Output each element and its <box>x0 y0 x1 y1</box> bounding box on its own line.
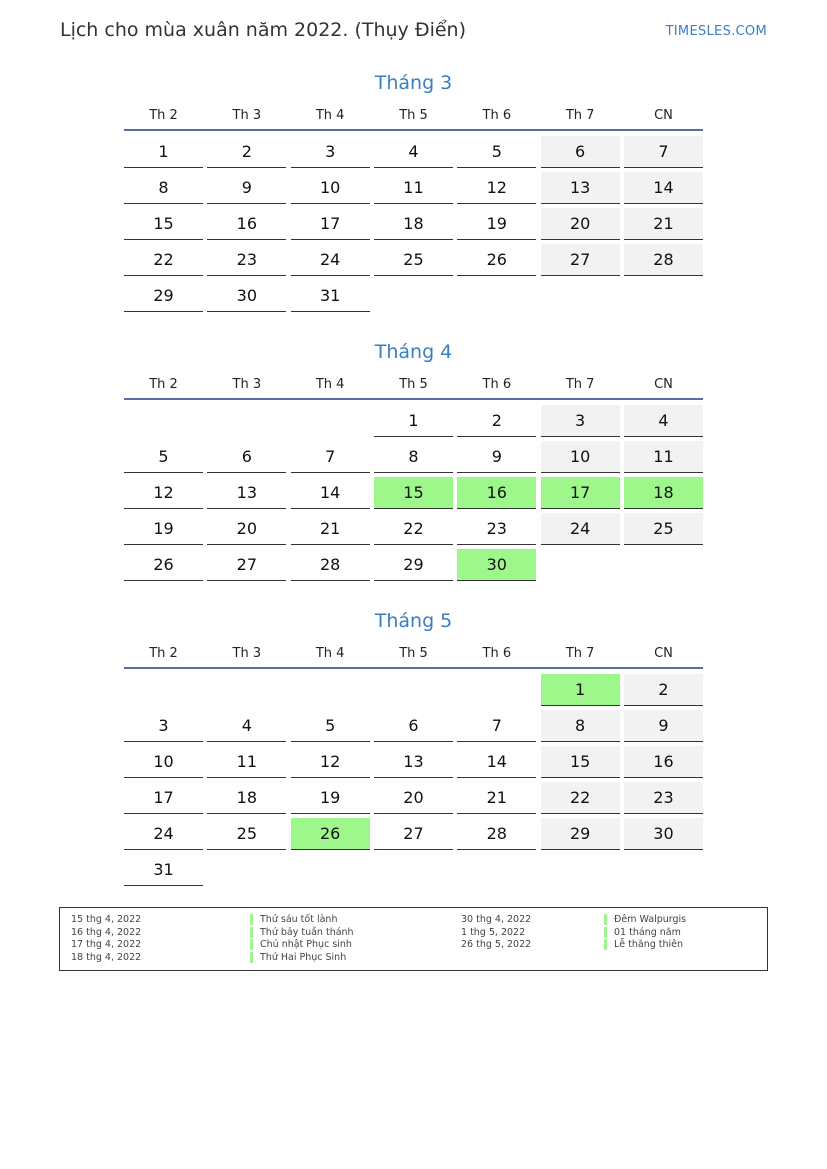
month-title: Tháng 4 <box>374 341 453 363</box>
weekday-label: Th 2 <box>149 646 178 661</box>
day-cell[interactable]: 9 <box>207 172 286 204</box>
legend-date: 15 thg 4, 2022 <box>71 914 142 925</box>
day-cell[interactable]: 28 <box>291 549 370 581</box>
day-cell[interactable]: 27 <box>374 818 453 850</box>
day-cell-empty <box>291 405 370 436</box>
day-cell[interactable]: 5 <box>457 136 536 168</box>
day-grid <box>124 674 703 886</box>
legend-holiday-name: 01 tháng năm <box>604 927 681 938</box>
day-cell[interactable]: 30 <box>457 549 536 581</box>
day-cell[interactable]: 14 <box>291 477 370 509</box>
day-cell[interactable]: 17 <box>541 477 620 509</box>
day-cell[interactable]: 20 <box>207 513 286 545</box>
weekday-label: Th 4 <box>315 377 345 392</box>
weekday-label: Th 7 <box>565 377 595 392</box>
weekday-label: Th 6 <box>482 108 512 123</box>
day-cell[interactable]: 13 <box>374 746 453 778</box>
month-title: Tháng 5 <box>374 610 453 632</box>
legend-date: 16 thg 4, 2022 <box>71 927 142 938</box>
day-cell[interactable]: 12 <box>291 746 370 778</box>
day-cell[interactable]: 27 <box>207 549 286 581</box>
calendar-month-march <box>124 69 703 312</box>
day-cell[interactable]: 5 <box>124 441 203 473</box>
day-cell[interactable]: 23 <box>207 244 286 276</box>
weekday-label: Th 7 <box>565 646 595 661</box>
day-cell[interactable]: 22 <box>374 513 453 545</box>
day-cell[interactable]: 5 <box>291 710 370 742</box>
day-cell[interactable]: 12 <box>457 172 536 204</box>
day-cell[interactable]: 7 <box>457 710 536 742</box>
legend-date: 18 thg 4, 2022 <box>71 952 142 963</box>
day-cell[interactable]: 31 <box>124 854 203 886</box>
legend-date: 17 thg 4, 2022 <box>71 939 142 950</box>
day-cell[interactable]: 26 <box>124 549 203 581</box>
day-cell[interactable]: 29 <box>374 549 453 581</box>
weekday-label: CN <box>654 377 673 392</box>
day-cell[interactable]: 21 <box>291 513 370 545</box>
day-cell[interactable]: 20 <box>541 208 620 240</box>
calendar-month-may <box>124 607 703 886</box>
weekday-label: Th 3 <box>232 108 262 123</box>
day-cell[interactable]: 13 <box>207 477 286 509</box>
legend-row <box>60 913 767 926</box>
weekday-label: Th 6 <box>482 377 512 392</box>
legend-holiday-name: Thứ Hai Phục Sinh <box>250 952 346 963</box>
day-cell[interactable]: 9 <box>624 710 703 742</box>
calendar-month-april <box>124 338 703 581</box>
site-brand-link[interactable]: TIMESLES.COM <box>665 24 767 39</box>
day-cell[interactable]: 16 <box>457 477 536 509</box>
day-cell[interactable]: 22 <box>124 244 203 276</box>
legend-date: 26 thg 5, 2022 <box>461 939 532 950</box>
day-cell[interactable]: 11 <box>374 172 453 204</box>
day-cell[interactable]: 30 <box>207 280 286 312</box>
day-cell[interactable]: 17 <box>291 208 370 240</box>
day-cell[interactable]: 10 <box>124 746 203 778</box>
day-cell-empty <box>291 674 370 705</box>
day-cell-empty <box>207 674 286 705</box>
weekday-label: Th 5 <box>399 108 428 123</box>
holiday-legend <box>59 907 768 971</box>
day-cell[interactable]: 11 <box>624 441 703 473</box>
day-cell[interactable]: 22 <box>541 782 620 814</box>
legend-holiday-name: Lễ thăng thiên <box>604 939 683 950</box>
day-cell[interactable]: 3 <box>541 405 620 437</box>
weekday-label: Th 3 <box>232 377 262 392</box>
day-cell[interactable]: 23 <box>624 782 703 814</box>
day-cell[interactable]: 30 <box>624 818 703 850</box>
day-cell[interactable]: 10 <box>541 441 620 473</box>
day-cell[interactable]: 12 <box>124 477 203 509</box>
weekday-label: Th 2 <box>149 377 178 392</box>
day-cell[interactable]: 8 <box>541 710 620 742</box>
day-cell[interactable]: 28 <box>457 818 536 850</box>
day-cell[interactable]: 31 <box>291 280 370 312</box>
month-title: Tháng 3 <box>374 72 453 94</box>
day-grid <box>124 405 703 581</box>
day-cell[interactable]: 29 <box>124 280 203 312</box>
day-cell[interactable]: 6 <box>374 710 453 742</box>
day-cell[interactable]: 15 <box>124 208 203 240</box>
legend-holiday-name: Thứ sáu tốt lành <box>250 914 337 925</box>
day-cell[interactable]: 28 <box>624 244 703 276</box>
day-cell[interactable]: 24 <box>541 513 620 545</box>
day-cell[interactable]: 8 <box>374 441 453 473</box>
day-cell[interactable]: 19 <box>124 513 203 545</box>
day-cell-empty <box>374 674 453 705</box>
day-cell[interactable]: 15 <box>541 746 620 778</box>
day-cell[interactable]: 24 <box>124 818 203 850</box>
legend-date: 1 thg 5, 2022 <box>461 927 526 938</box>
day-cell[interactable]: 16 <box>624 746 703 778</box>
day-cell[interactable]: 16 <box>207 208 286 240</box>
day-cell[interactable]: 2 <box>457 405 536 437</box>
weekday-label: Th 6 <box>482 646 512 661</box>
weekday-label: Th 3 <box>232 646 262 661</box>
day-cell[interactable]: 25 <box>624 513 703 545</box>
legend-holiday-name: Chủ nhật Phục sinh <box>250 939 352 950</box>
weekday-label: Th 4 <box>315 108 345 123</box>
day-cell[interactable]: 20 <box>374 782 453 814</box>
day-cell[interactable]: 1 <box>541 674 620 706</box>
day-cell[interactable]: 10 <box>291 172 370 204</box>
day-cell[interactable]: 2 <box>207 136 286 168</box>
legend-holiday-name: Đêm Walpurgis <box>604 914 686 925</box>
weekday-label: Th 4 <box>315 646 345 661</box>
legend-date: 30 thg 4, 2022 <box>461 914 532 925</box>
day-cell-empty <box>207 405 286 436</box>
weekday-label: Th 7 <box>565 108 595 123</box>
day-cell[interactable]: 23 <box>457 513 536 545</box>
weekday-label: CN <box>654 108 673 123</box>
weekday-label: Th 2 <box>149 108 178 123</box>
day-cell[interactable]: 3 <box>124 710 203 742</box>
legend-row <box>60 951 767 964</box>
day-cell[interactable]: 25 <box>374 244 453 276</box>
day-cell[interactable]: 13 <box>541 172 620 204</box>
day-cell[interactable]: 24 <box>291 244 370 276</box>
day-cell[interactable]: 26 <box>457 244 536 276</box>
day-cell[interactable]: 18 <box>624 477 703 509</box>
day-cell[interactable]: 8 <box>124 172 203 204</box>
day-cell[interactable]: 21 <box>457 782 536 814</box>
day-cell[interactable]: 4 <box>624 405 703 437</box>
day-grid <box>124 136 703 312</box>
day-cell[interactable]: 3 <box>291 136 370 168</box>
day-cell[interactable]: 4 <box>207 710 286 742</box>
legend-holiday-name: Thứ bảy tuần thánh <box>250 927 354 938</box>
day-cell[interactable]: 14 <box>624 172 703 204</box>
day-cell[interactable]: 1 <box>124 136 203 168</box>
day-cell-empty <box>124 674 203 705</box>
day-cell[interactable]: 18 <box>207 782 286 814</box>
weekday-header <box>124 645 703 669</box>
day-cell[interactable]: 14 <box>457 746 536 778</box>
day-cell[interactable]: 7 <box>624 136 703 168</box>
page-title: Lịch cho mùa xuân năm 2022. (Thụy Điển) <box>60 19 466 41</box>
weekday-label: Th 5 <box>399 377 428 392</box>
day-cell[interactable]: 2 <box>624 674 703 706</box>
day-cell[interactable]: 27 <box>541 244 620 276</box>
legend-row <box>60 938 767 951</box>
day-cell[interactable]: 25 <box>207 818 286 850</box>
weekday-header <box>124 376 703 400</box>
day-cell-empty <box>457 674 536 705</box>
day-cell[interactable]: 1 <box>374 405 453 437</box>
day-cell[interactable]: 11 <box>207 746 286 778</box>
weekday-label: Th 5 <box>399 646 428 661</box>
day-cell-empty <box>124 405 203 436</box>
day-cell[interactable]: 15 <box>374 477 453 509</box>
day-cell[interactable]: 17 <box>124 782 203 814</box>
day-cell[interactable]: 21 <box>624 208 703 240</box>
day-cell[interactable]: 7 <box>291 441 370 473</box>
weekday-label: CN <box>654 646 673 661</box>
day-cell[interactable]: 4 <box>374 136 453 168</box>
day-cell[interactable]: 26 <box>291 818 370 850</box>
day-cell[interactable]: 19 <box>291 782 370 814</box>
day-cell[interactable]: 6 <box>207 441 286 473</box>
day-cell[interactable]: 29 <box>541 818 620 850</box>
day-cell[interactable]: 18 <box>374 208 453 240</box>
day-cell[interactable]: 19 <box>457 208 536 240</box>
day-cell[interactable]: 6 <box>541 136 620 168</box>
weekday-header <box>124 107 703 131</box>
day-cell[interactable]: 9 <box>457 441 536 473</box>
